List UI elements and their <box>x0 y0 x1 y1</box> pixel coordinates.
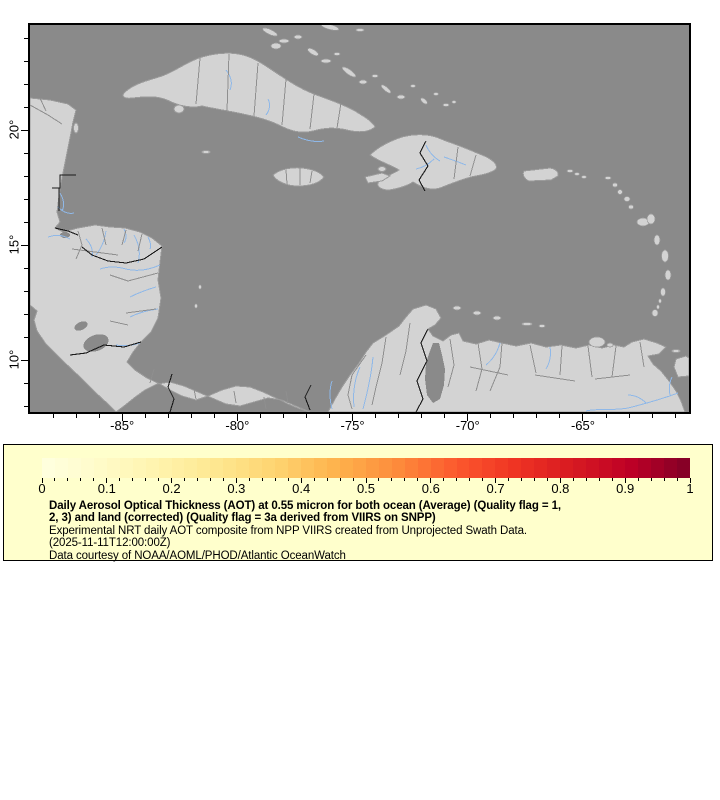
colorbar-block <box>275 458 288 478</box>
colorbar-minor-tick <box>262 478 263 481</box>
y-minor-tick <box>24 291 28 292</box>
colorbar-minor-tick <box>327 478 328 481</box>
colorbar-block <box>197 458 210 478</box>
colorbar-block <box>236 458 249 478</box>
colorbar-minor-tick <box>275 478 276 481</box>
colorbar-tick-label: 0.1 <box>97 481 116 496</box>
x-minor-tick <box>536 414 537 418</box>
y-major-tick <box>21 245 28 246</box>
y-minor-tick <box>24 61 28 62</box>
colorbar-tick-label: 0 <box>38 481 46 496</box>
y-tick-label: 10° <box>6 349 22 370</box>
colorbar-block <box>651 458 664 478</box>
colorbar-block <box>159 458 172 478</box>
y-minor-tick <box>24 107 28 108</box>
colorbar-minor-tick <box>197 478 198 481</box>
map-figure <box>28 23 691 414</box>
x-minor-tick <box>168 414 169 418</box>
colorbar-tick-label: 0.8 <box>551 481 570 496</box>
colorbar-block <box>184 458 197 478</box>
island-trinidad <box>674 356 689 377</box>
x-minor-tick <box>283 414 284 418</box>
legend-caption-line-4: (2025-11-11T12:00:00Z) <box>49 537 171 550</box>
y-minor-tick <box>24 199 28 200</box>
legend-caption-line-3: Experimental NRT daily AOT composite from NPP VIIRS created from Unprojected Swath Data. <box>49 524 528 537</box>
x-minor-tick <box>306 414 307 418</box>
colorbar-block <box>379 458 392 478</box>
colorbar-minor-tick <box>664 478 665 481</box>
x-tick-label: -75° <box>340 418 365 433</box>
y-minor-tick <box>24 268 28 269</box>
colorbar-block <box>534 458 547 478</box>
colorbar-block <box>68 458 81 478</box>
colorbar-block <box>262 458 275 478</box>
colorbar-block <box>444 458 457 478</box>
colorbar-block <box>392 458 405 478</box>
colorbar-block <box>547 458 560 478</box>
x-minor-tick <box>53 414 54 418</box>
colorbar-block <box>508 458 521 478</box>
colorbar-block <box>521 458 534 478</box>
colorbar-minor-tick <box>456 478 457 481</box>
colorbar-minor-tick <box>132 478 133 481</box>
x-tick-label: -65° <box>570 418 595 433</box>
colorbar-minor-tick <box>521 478 522 481</box>
y-minor-tick <box>24 406 28 407</box>
x-tick-label: -80° <box>225 418 250 433</box>
colorbar-block <box>94 458 107 478</box>
legend-caption-line-2: 2, 3) and land (corrected) (Quality flag = 3a derived from VIIRS on SNPP) <box>49 512 436 525</box>
colorbar-block <box>314 458 327 478</box>
colorbar-block <box>353 458 366 478</box>
colorbar-block <box>42 458 55 478</box>
y-minor-tick <box>24 314 28 315</box>
x-minor-tick <box>675 414 676 418</box>
legend-caption-line-1: Daily Aerosol Optical Thickness (AOT) at 0.55 micron for both ocean (Average) (Quality flag = 1, <box>49 500 561 512</box>
x-minor-tick <box>652 414 653 418</box>
colorbar-block <box>301 458 314 478</box>
colorbar-block <box>172 458 185 478</box>
colorbar-block <box>482 458 495 478</box>
colorbar-block <box>638 458 651 478</box>
colorbar-minor-tick <box>586 478 587 481</box>
colorbar-block <box>81 458 94 478</box>
y-major-tick <box>21 130 28 131</box>
colorbar-minor-tick <box>391 478 392 481</box>
colorbar-tick-label: 0.2 <box>162 481 181 496</box>
colorbar-block <box>133 458 146 478</box>
island-isla-juventud <box>174 105 184 113</box>
colorbar-minor-tick <box>651 478 652 481</box>
colorbar-block <box>327 458 340 478</box>
colorbar-minor-tick <box>599 478 600 481</box>
colorbar-minor-tick <box>534 478 535 481</box>
colorbar <box>42 458 690 478</box>
colorbar-minor-tick <box>469 478 470 481</box>
colorbar-tick-label: 0.7 <box>486 481 505 496</box>
x-minor-tick <box>145 414 146 418</box>
colorbar-block <box>146 458 159 478</box>
colorbar-block <box>405 458 418 478</box>
island-cozumel <box>74 123 79 133</box>
y-minor-tick <box>24 337 28 338</box>
colorbar-minor-tick <box>340 478 341 481</box>
x-minor-tick <box>191 414 192 418</box>
x-minor-tick <box>513 414 514 418</box>
x-minor-tick <box>260 414 261 418</box>
colorbar-block <box>625 458 638 478</box>
x-tick-label: -70° <box>455 418 480 433</box>
legend-caption <box>49 500 561 562</box>
y-minor-tick <box>24 383 28 384</box>
colorbar-block <box>210 458 223 478</box>
y-minor-tick <box>24 176 28 177</box>
island-grand-cayman <box>202 151 210 154</box>
colorbar-block <box>457 458 470 478</box>
colorbar-tick-label: 0.5 <box>356 481 376 496</box>
legend-panel <box>3 444 713 561</box>
colorbar-block <box>495 458 508 478</box>
y-tick-label: 20° <box>6 119 22 140</box>
colorbar-block <box>340 458 353 478</box>
colorbar-tick-label: 0.3 <box>227 481 246 496</box>
y-tick-label: 15° <box>6 234 22 255</box>
legend-caption-line-5: Data courtesy of NOAA/AOML/PHOD/Atlantic OceanWatch <box>49 549 346 562</box>
colorbar-tick-label: 1 <box>686 481 694 496</box>
colorbar-block <box>249 458 262 478</box>
colorbar-tick-label: 0.6 <box>421 481 440 496</box>
colorbar-block <box>573 458 586 478</box>
x-minor-tick <box>629 414 630 418</box>
y-minor-tick <box>24 222 28 223</box>
x-minor-tick <box>490 414 491 418</box>
colorbar-block <box>599 458 612 478</box>
colorbar-minor-tick <box>210 478 211 481</box>
colorbar-block <box>677 458 690 478</box>
colorbar-minor-tick <box>145 478 146 481</box>
colorbar-block <box>120 458 133 478</box>
colorbar-minor-tick <box>404 478 405 481</box>
caribbean-map-svg <box>30 25 689 412</box>
colorbar-block <box>586 458 599 478</box>
y-minor-tick <box>24 153 28 154</box>
colorbar-block <box>431 458 444 478</box>
x-tick-label: -85° <box>110 418 135 433</box>
colorbar-block <box>366 458 379 478</box>
x-minor-tick <box>76 414 77 418</box>
colorbar-tick-label: 0.4 <box>292 481 311 496</box>
colorbar-minor-tick <box>67 478 68 481</box>
island-gonave <box>378 167 386 172</box>
colorbar-block <box>612 458 625 478</box>
colorbar-block <box>469 458 482 478</box>
x-minor-tick <box>606 414 607 418</box>
colorbar-block <box>107 458 120 478</box>
colorbar-minor-tick <box>80 478 81 481</box>
colorbar-block <box>418 458 431 478</box>
colorbar-block <box>560 458 573 478</box>
y-minor-tick <box>24 84 28 85</box>
x-minor-tick <box>421 414 422 418</box>
colorbar-block <box>288 458 301 478</box>
x-minor-tick <box>375 414 376 418</box>
y-major-tick <box>21 360 28 361</box>
colorbar-block <box>223 458 236 478</box>
y-minor-tick <box>24 38 28 39</box>
colorbar-block <box>55 458 68 478</box>
colorbar-block <box>664 458 677 478</box>
x-minor-tick <box>398 414 399 418</box>
island-tobago <box>672 350 680 353</box>
colorbar-tick-label: 0.9 <box>616 481 635 496</box>
